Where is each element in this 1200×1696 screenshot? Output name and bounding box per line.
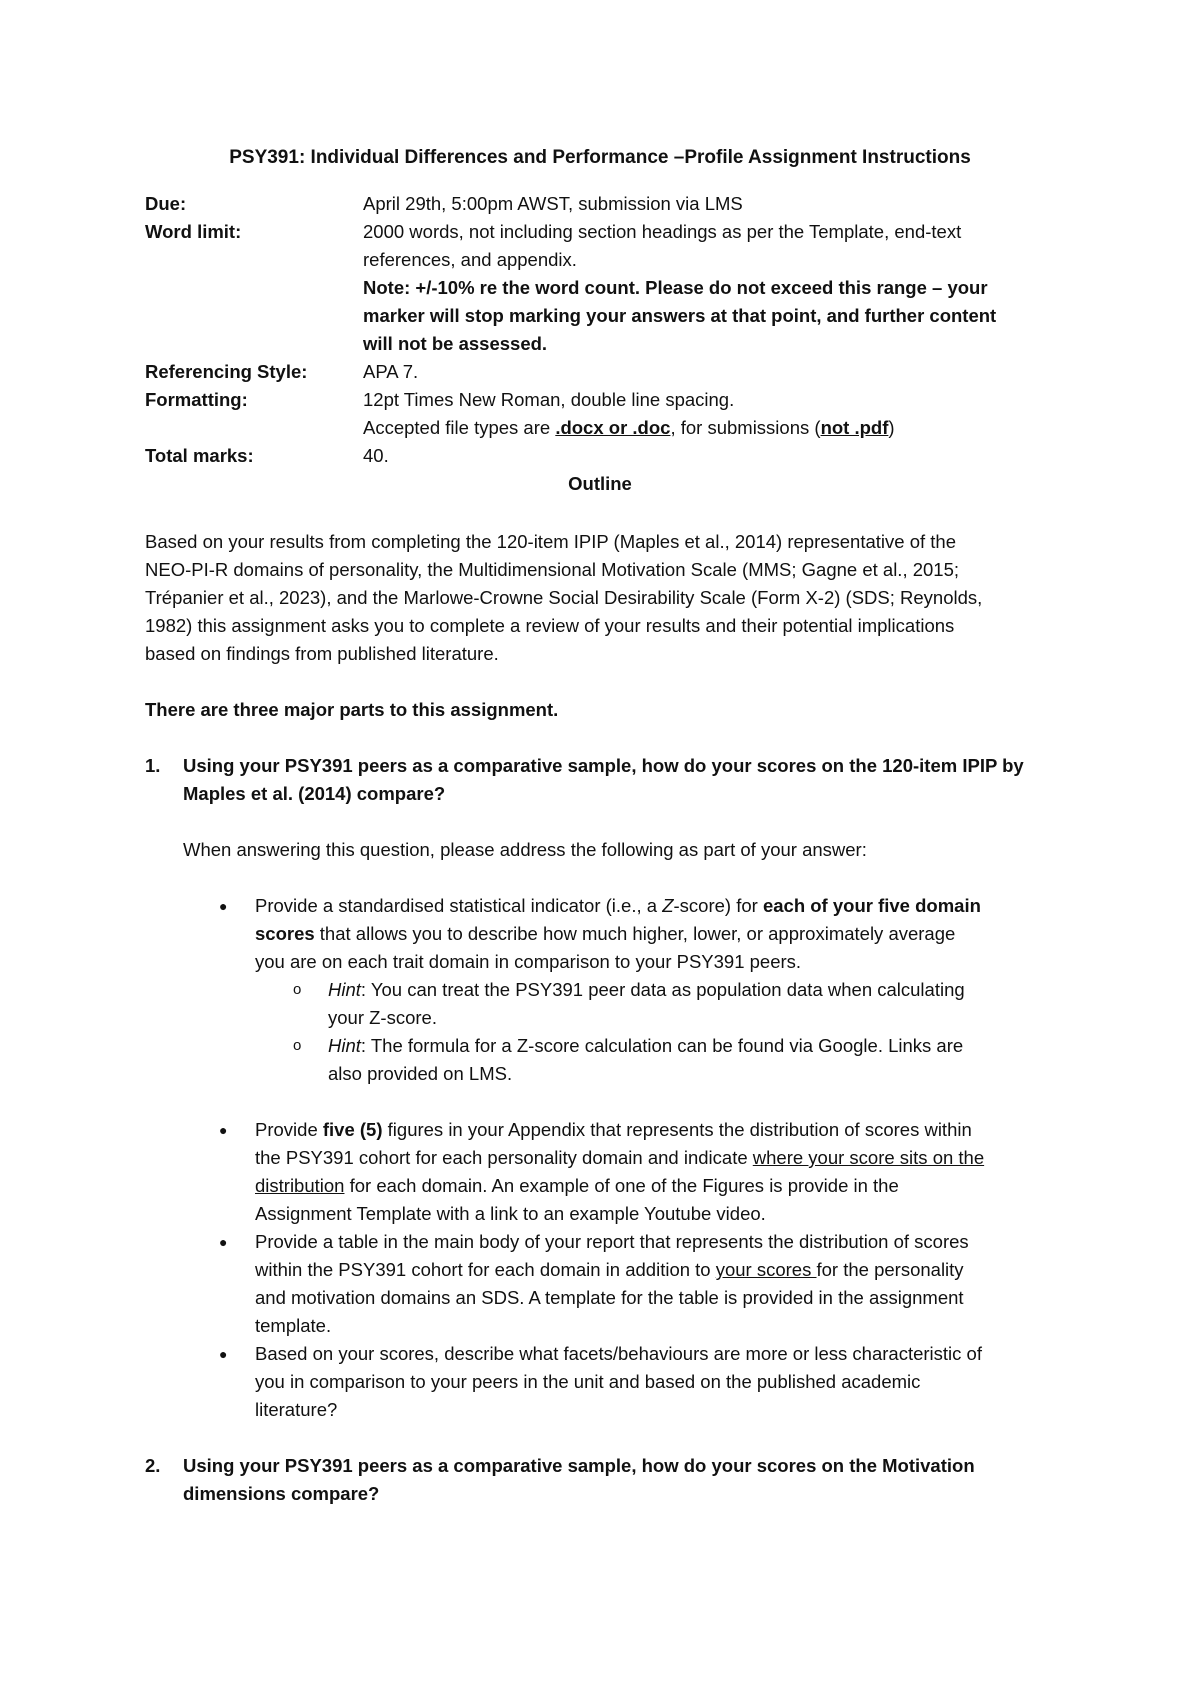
text: -score) for: [673, 895, 763, 916]
accepted-end: ): [888, 417, 895, 438]
intro-line: Based on your results from completing the 120-item IPIP (Maples et al., 2014) representative of the: [145, 531, 956, 552]
bold-text: five (5): [322, 1119, 383, 1140]
accepted-file-types: [363, 414, 1063, 442]
q1-bullet-3-line-3: and motivation domains an SDS. A template for the table is provided in the assignment: [255, 1287, 964, 1308]
bullet-icon: ●: [219, 1234, 228, 1250]
sub-bullet-icon: o: [293, 1037, 302, 1054]
hint-1-line-2: your Z-score.: [328, 1007, 437, 1028]
q1-lead: When answering this question, please address the following as part of your answer:: [183, 839, 867, 860]
q1-bullet-1-line-2: [255, 920, 1065, 948]
q1-bullet-3-line-1: Provide a table in the main body of your report that represents the distribution of scores: [255, 1231, 969, 1252]
q1-bullet-4-line-1: Based on your scores, describe what facets/behaviours are more or less characteristic of: [255, 1343, 982, 1364]
bold-text: each of your five domain: [762, 895, 981, 916]
q2-heading-cont: dimensions compare?: [183, 1483, 380, 1504]
q1-bullet-3-line-4: template.: [255, 1315, 332, 1336]
text: within the PSY391 cohort for each domain in addition to: [255, 1259, 716, 1280]
intro-line: NEO-PI-R domains of personality, the Multidimensional Motivation Scale (MMS; Gagne et al., 2015;: [145, 559, 960, 580]
referencing-value: APA 7.: [363, 361, 419, 382]
total-marks-value: 40.: [363, 445, 389, 466]
due-label: Due:: [145, 193, 187, 214]
text: Provide a standardised statistical indicator (i.e., a: [255, 895, 663, 916]
q1-bullet-3-line-2: [255, 1256, 1065, 1284]
bold-text: scores: [255, 923, 315, 944]
bullet-icon: ●: [219, 1122, 228, 1138]
q1-bullet-4-line-2: you in comparison to your peers in the unit and based on the published academic: [255, 1371, 921, 1392]
accepted-prefix: Accepted file types are: [363, 417, 556, 438]
z-italic: Z: [662, 895, 674, 916]
three-parts-heading: There are three major parts to this assignment.: [145, 699, 559, 720]
text: : The formula for a Z-score calculation can be found via Google. Links are: [360, 1035, 964, 1056]
word-note-line-1: Note: +/-10% re the word count. Please do not exceed this range – your: [363, 277, 988, 298]
word-limit-value: 2000 words, not including section headings as per the Template, end-text: [363, 221, 962, 242]
referencing-label: Referencing Style:: [145, 361, 308, 382]
accepted-mid: , for submissions (: [670, 417, 821, 438]
page-title: PSY391: Individual Differences and Performance –Profile Assignment Instructions: [229, 147, 971, 168]
formatting-value: 12pt Times New Roman, double line spacing.: [363, 389, 735, 410]
text: that allows you to describe how much higher, lower, or approximately average: [314, 923, 956, 944]
due-value: April 29th, 5:00pm AWST, submission via LMS: [363, 193, 743, 214]
q1-bullet-2-line-2: [255, 1144, 1065, 1172]
text: the PSY391 cohort for each personality domain and indicate: [255, 1147, 753, 1168]
underlined-text: your scores: [715, 1259, 817, 1280]
accepted-types: .docx or .doc: [555, 417, 671, 438]
q1-bullet-4-line-3: literature?: [255, 1399, 338, 1420]
q1-bullet-1-line-3: you are on each trait domain in comparison to your PSY391 peers.: [255, 951, 802, 972]
hint-2-line-1: [328, 1032, 1068, 1060]
hint-label: Hint: [328, 1035, 361, 1056]
underlined-text: distribution: [255, 1175, 345, 1196]
intro-line: based on findings from published literature.: [145, 643, 499, 664]
hint-1-line-1: [328, 976, 1068, 1004]
intro-line: Trépanier et al., 2023), and the Marlowe-Crowne Social Desirability Scale (Form X-2) (SDS; Reynolds,: [145, 587, 983, 608]
hint-2-line-2: also provided on LMS.: [328, 1063, 513, 1084]
q1-bullet-1-line-1: [255, 892, 1065, 920]
q1-number: 1.: [145, 755, 161, 776]
q1-heading-cont: Maples et al. (2014) compare?: [183, 783, 446, 804]
word-note-line-3: will not be assessed.: [363, 333, 548, 354]
q1-bullet-2-line-4: Assignment Template with a link to an example Youtube video.: [255, 1203, 766, 1224]
word-limit-value-cont: references, and appendix.: [363, 249, 577, 270]
bullet-icon: ●: [219, 1346, 228, 1362]
outline-heading: Outline: [568, 473, 632, 494]
underlined-text: where your score sits on the: [752, 1147, 985, 1168]
word-note-line-2: marker will stop marking your answers at that point, and further content: [363, 305, 997, 326]
total-marks-label: Total marks:: [145, 445, 254, 466]
q1-heading: Using your PSY391 peers as a comparative sample, how do your scores on the 120-item IPIP by: [183, 755, 1024, 776]
word-limit-label: Word limit:: [145, 221, 242, 242]
q2-number: 2.: [145, 1455, 161, 1476]
text: for each domain. An example of one of the Figures is provide in the: [344, 1175, 899, 1196]
sub-bullet-icon: o: [293, 981, 302, 998]
text: : You can treat the PSY391 peer data as population data when calculating: [360, 979, 965, 1000]
not-pdf: not .pdf: [820, 417, 889, 438]
q1-bullet-2-line-1: [255, 1116, 1065, 1144]
text: Provide: [255, 1119, 323, 1140]
formatting-label: Formatting:: [145, 389, 248, 410]
hint-label: Hint: [328, 979, 361, 1000]
text: figures in your Appendix that represents the distribution of scores within: [382, 1119, 972, 1140]
bullet-icon: ●: [219, 898, 228, 914]
q1-bullet-2-line-3: [255, 1172, 1065, 1200]
intro-line: 1982) this assignment asks you to complete a review of your results and their potential implications: [145, 615, 955, 636]
q2-heading: Using your PSY391 peers as a comparative sample, how do your scores on the Motivation: [183, 1455, 975, 1476]
text: for the personality: [816, 1259, 964, 1280]
